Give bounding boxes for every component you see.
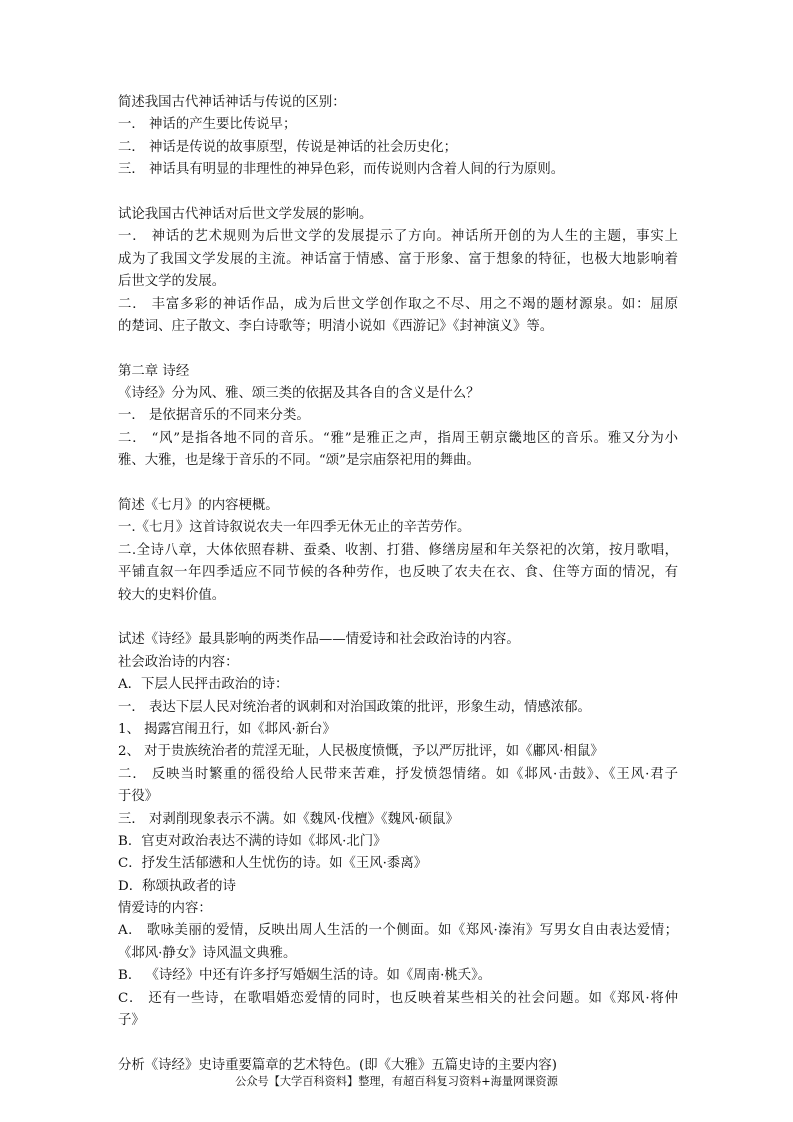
section-myth-influence (118, 204, 678, 338)
text-line: 一． 神话的产生要比传说早； (118, 117, 297, 133)
text-line: 二． 神话是传说的故事原型，传说是神话的社会历史化； (118, 139, 458, 155)
paragraph-gap (118, 1032, 678, 1054)
text-line: 情爱诗的内容： (118, 901, 212, 917)
text-line: 一． 神话的艺术规则为后世文学的发展提示了方向。神话所开创的为人生的主题，事实上 (118, 229, 678, 245)
text-line: 的楚词、庄子散文、李白诗歌等；明清小说如《西游记》《封神演义》等。 (118, 318, 554, 334)
text-line: B．官吏对政治表达不满的诗如《邶风·北门》 (118, 833, 387, 849)
text-line: 二.全诗八章，大体依照春耕、蚕桑、收割、打猎、修缮房屋和年关祭祀的次第，按月歌唱， (118, 542, 678, 558)
text-line: 平铺直叙一年四季适应不同节候的各种劳作，也反映了农夫在衣、食、住等方面的情况，有 (118, 565, 678, 581)
text-line: 后世文学的发展。 (118, 274, 226, 290)
section-heading: 分析《诗经》史诗重要篇章的艺术特色。(即《大雅》五篇史诗的主要内容) (118, 1057, 557, 1073)
text-line: 2、 对于贵族统治者的荒淫无耻，人民极度愤慨，予以严厉批评，如《鄘风·相鼠》 (118, 744, 604, 760)
section-heading: 简述《七月》的内容梗概。 (118, 498, 279, 514)
text-line: 二． “风”是指各地不同的音乐。“雅”是雅正之声，指周王朝京畿地区的音乐。雅又分为小 (118, 430, 678, 446)
document-body (118, 92, 678, 1077)
text-line: 三． 神话具有明显的非理性的神异色彩，而传说则内含着人间的行为原则。 (118, 162, 565, 178)
page-footer: 公众号【大学百科资料】整理，有超百科复习资料+海量网课资源 (235, 1075, 558, 1088)
section-heading: 试述《诗经》最具影响的两类作品——情爱诗和社会政治诗的内容。 (118, 632, 520, 648)
text-line: C．抒发生活郁懑和人生忧伤的诗。如《王风·黍离》 (118, 856, 428, 872)
text-line: 一． 表达下层人民对统治者的讽刺和对治国政策的批评，形象生动，情感浓郁。 (118, 699, 591, 715)
paragraph-gap (118, 338, 678, 360)
text-line: 《邶风·静女》诗风温文典雅。 (118, 945, 297, 961)
text-line: 子》 (118, 1013, 145, 1029)
paragraph-gap (118, 182, 678, 204)
paragraph-gap (118, 607, 678, 629)
section-qiyue (118, 495, 678, 607)
text-line: 成为了我国文学发展的主流。神话富于情感、富于形象、富于想象的特征，也极大地影响着 (118, 251, 678, 267)
text-line: 于役》 (118, 789, 159, 805)
text-line: A．下层人民抨击政治的诗： (118, 677, 289, 693)
paragraph-gap (118, 473, 678, 495)
text-line: 二． 反映当时繁重的徭役给人民带来苦难，抒发愤怨情绪。如《邶风·击鼓》、《王风·君子 (118, 766, 678, 782)
text-line: 雅、大雅，也是缘于音乐的不同。“颂”是宗庙祭祀用的舞曲。 (118, 453, 480, 469)
text-line: 社会政治诗的内容： (118, 654, 239, 670)
text-line: 二． 丰富多彩的神话作品，成为后世文学创作取之不尽、用之不竭的题材源泉。如：屈原 (118, 296, 678, 312)
section-heading: 试论我国古代神话对后世文学发展的影响。 (118, 206, 373, 222)
text-line: C． 还有一些诗，在歌唱婚恋爱情的同时，也反映着某些相关的社会问题。如《郑风·将仲 (118, 990, 678, 1006)
text-line: 1、 揭露宫闱丑行，如《邶风·新台》 (118, 721, 336, 737)
text-line: 一.《七月》这首诗叙说农夫一年四季无休无止的辛苦劳作。 (118, 520, 471, 536)
text-line: D．称颂执政者的诗 (118, 878, 236, 894)
text-line: B． 《诗经》中还有许多抒写婚姻生活的诗。如《周南·桃夭》。 (118, 968, 492, 984)
section-heading: 简述我国古代神话神话与传说的区别： (118, 95, 346, 110)
chapter-title: 第二章 诗经 (118, 363, 190, 379)
section-two-types-of-poems (118, 629, 678, 1032)
section-heading: 《诗经》分为风、雅、颂三类的依据及其各自的含义是什么？ (118, 386, 480, 402)
section-chapter-2-shijing (118, 361, 678, 473)
text-line: 三． 对剥削现象表示不满。如《魏风·伐檀》《魏风·硕鼠》 (118, 811, 459, 827)
text-line: A． 歌咏美丽的爱情，反映出周人生活的一个侧面。如《郑风·溱洧》写男女自由表达爱情； (118, 923, 678, 939)
section-myth-vs-legend (118, 92, 678, 182)
text-line: 较大的史料价值。 (118, 587, 226, 603)
text-line: 一． 是依据音乐的不同来分类。 (118, 408, 310, 424)
